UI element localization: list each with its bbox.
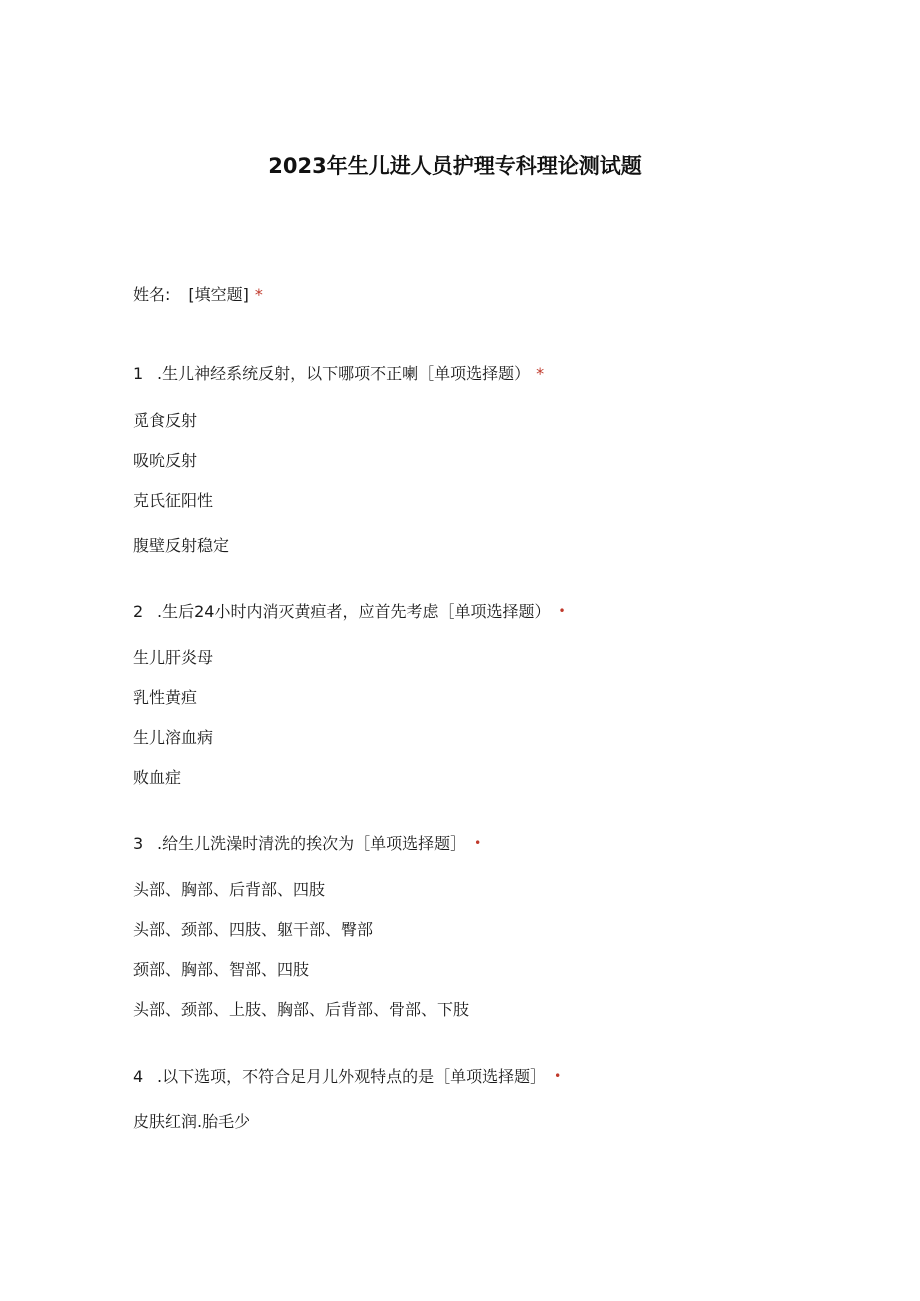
question-2 xyxy=(133,600,566,623)
option[interactable]: 生儿肝炎母 xyxy=(133,648,214,667)
option[interactable]: 头部、颈部、四肢、躯干部、臀部 xyxy=(133,920,374,939)
option[interactable]: 颈部、胸部、智部、四肢 xyxy=(133,960,310,979)
question-text: .给生儿洗澡时清洗的挨次为［单项选择题］ xyxy=(157,834,467,853)
option[interactable]: 皮肤红润.胎毛少 xyxy=(133,1112,251,1131)
option[interactable]: 觅食反射 xyxy=(133,411,198,430)
option[interactable]: 生儿溶血病 xyxy=(133,728,214,747)
question-number: 4 xyxy=(133,1067,144,1086)
question-text: .以下选项，不符合足月儿外观特点的是［单项选择题］ xyxy=(157,1067,547,1086)
option[interactable]: 头部、颈部、上肢、胸部、后背部、骨部、下肢 xyxy=(133,1000,470,1019)
question-number: 1 xyxy=(133,364,144,383)
option[interactable]: 败血症 xyxy=(133,768,182,787)
question-4 xyxy=(133,1065,561,1088)
question-text: .生儿神经系统反射，以下哪项不正喇［单项选择题） xyxy=(157,364,531,383)
required-mark: • xyxy=(474,836,482,850)
question-1 xyxy=(133,363,544,385)
question-number: 2 xyxy=(133,602,144,621)
required-mark: * xyxy=(536,364,545,383)
required-mark: • xyxy=(554,1069,562,1083)
option[interactable]: 头部、胸部、后背部、四肢 xyxy=(133,880,326,899)
required-mark: * xyxy=(254,285,263,304)
question-text: .生后24小时内消灭黄疸者，应首先考虑［单项选择题） xyxy=(157,602,551,621)
option[interactable]: 乳性黄疸 xyxy=(133,688,198,707)
required-mark: • xyxy=(558,604,566,618)
option[interactable]: 克氏征阳性 xyxy=(133,491,214,510)
document-title: 2023年生儿进人员护理专科理论测试题 xyxy=(268,154,642,178)
question-3 xyxy=(133,832,481,855)
option[interactable]: 吸吮反射 xyxy=(133,451,198,470)
name-type: [填空题] xyxy=(188,285,249,304)
option[interactable]: 腹壁反射稳定 xyxy=(133,536,230,555)
name-label: 姓名: xyxy=(133,285,171,304)
name-field xyxy=(133,284,263,306)
question-number: 3 xyxy=(133,834,144,853)
